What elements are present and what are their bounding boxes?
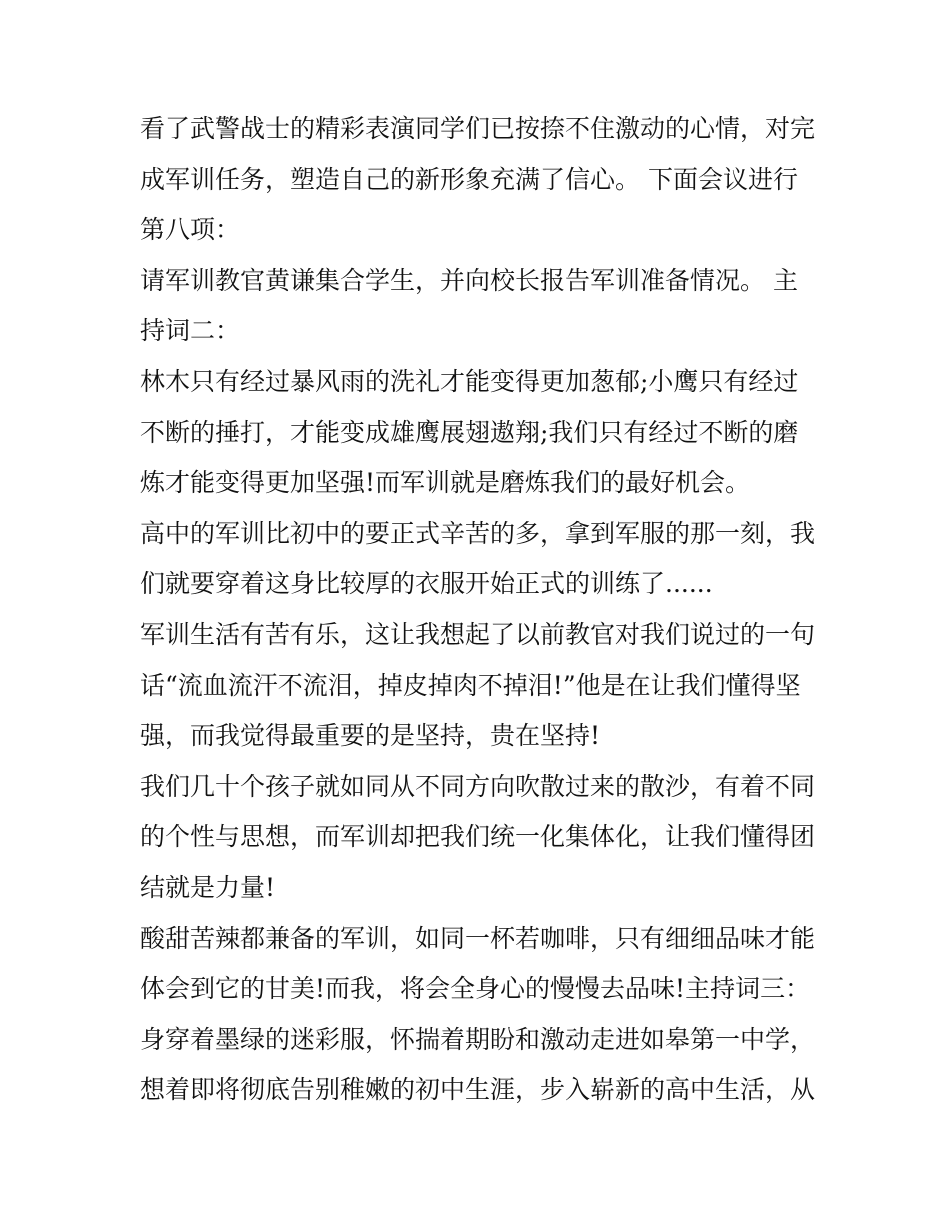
text-line: 结就是力量! [140, 872, 276, 902]
text-line: 高中的军训比初中的要正式辛苦的多，拿到军服的那一刻，我 [140, 518, 816, 548]
text-line: 强，而我觉得最重要的是坚持，贵在坚持! [140, 721, 601, 751]
document-body [140, 104, 820, 1116]
text-line: 酸甜苦辣都兼备的军训，如同一杯若咖啡，只有细细品味才能 [140, 923, 816, 953]
text-line: 们就要穿着这身比较厚的衣服开始正式的训练了...... [140, 569, 713, 599]
text-line: 持词二： [140, 316, 241, 346]
text-line: 的个性与思想，而军训却把我们统一化集体化，让我们懂得团 [140, 822, 816, 852]
text-line: 请军训教官黄谦集合学生，并向校长报告军训准备情况。 主 [140, 265, 798, 295]
text-line: 看了武警战士的精彩表演同学们已按捺不住激动的心情，对完 [140, 114, 816, 143]
text-line: 我们几十个孩子就如同从不同方向吹散过来的散沙，有着不同 [140, 771, 816, 801]
text-line: 体会到它的甘美!而我，将会全身心的慢慢去品味!主持词三： [140, 974, 811, 1004]
text-line: 话“流血流汗不流泪，掉皮掉肉不掉泪!”他是在让我们懂得坚 [140, 670, 801, 700]
text-line: 身穿着墨绿的迷彩服，怀揣着期盼和激动走进如皋第一中学， [140, 1024, 816, 1054]
text-line: 成军训任务，塑造自己的新形象充满了信心。 下面会议进行 [140, 164, 798, 194]
text-line: 想着即将彻底告别稚嫩的初中生涯，步入崭新的高中生活，从 [140, 1075, 816, 1105]
text-line: 林木只有经过暴风雨的洗礼才能变得更加葱郁;小鹰只有经过 [140, 366, 799, 396]
text-line: 炼才能变得更加坚强!而军训就是磨炼我们的最好机会。 [140, 468, 751, 498]
text-line: 军训生活有苦有乐，这让我想起了以前教官对我们说过的一句 [140, 619, 816, 649]
text-line: 不断的捶打，才能变成雄鹰展翅遨翔;我们只有经过不断的磨 [140, 417, 799, 447]
text-line: 第八项： [140, 215, 241, 245]
